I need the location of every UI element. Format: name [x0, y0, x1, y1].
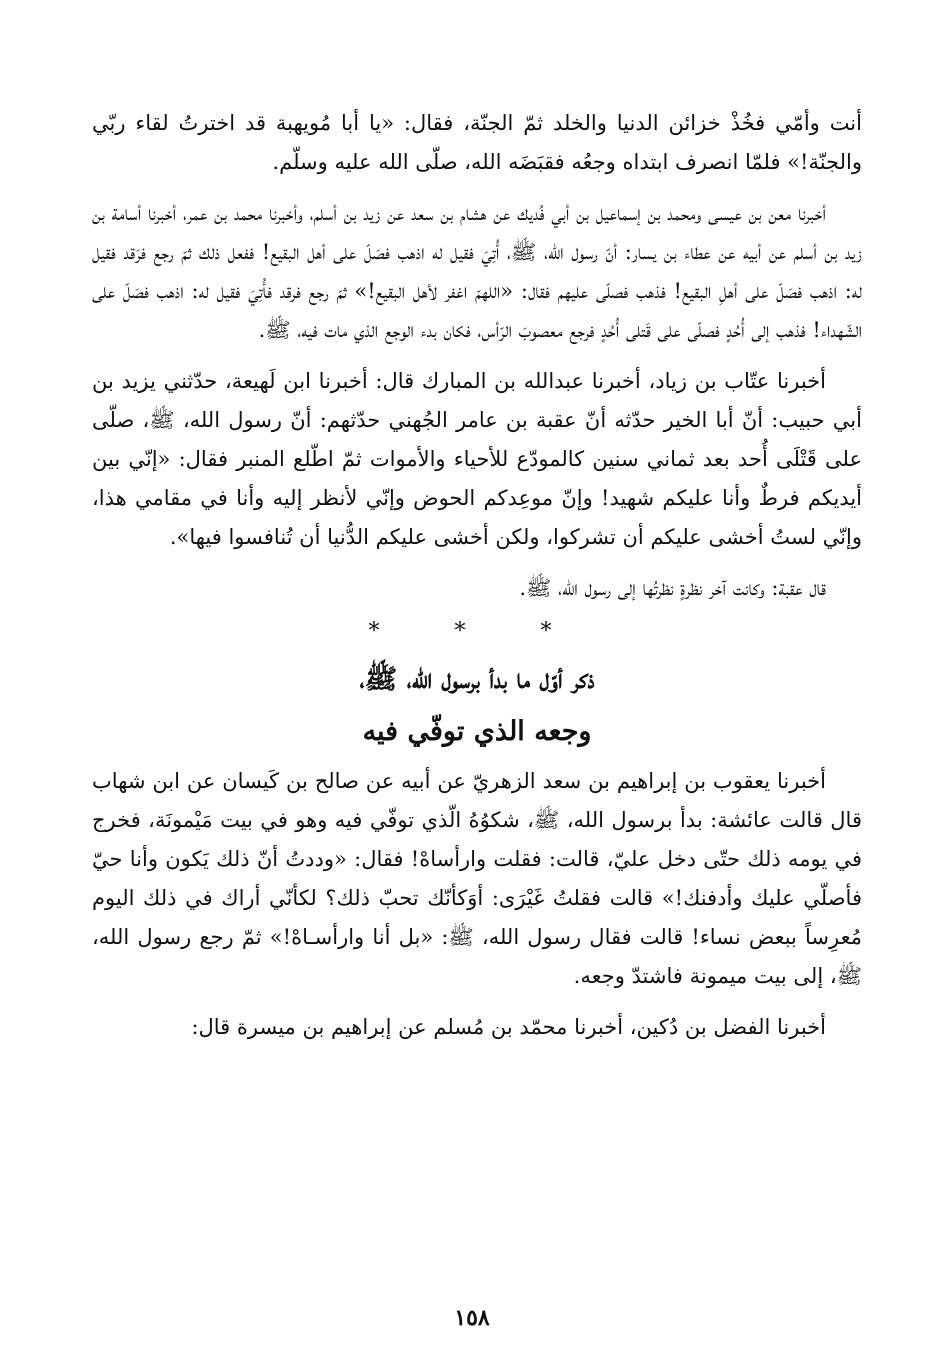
body-paragraph: قال عقبة: وكانت آخر نظرةٍ نظرتُها إلى رسول الله، ﷺ. — [519, 576, 826, 600]
body-paragraph: أخبرنا يعقوب بن إبراهيم بن سعد الزهريّ عن أبيه عن صالح بن كَيسان عن ابن شهاب قال قالت عائشة: بدأ برسول الله، ﷺ، شكوُهُ الّذي توفّي فيه وهو في بيت مَيْمونَة، فخرج في يومه ذلك حتّى دخل عليّ، قالت: فقلت وارأساهْ! فقال: «وددتُ أنّ ذلك يَكون وأنا حيّ فأصلّي عليك وأدفنك!» قالت فقلتُ غَيْرَى: أوَكأنّك تحبّ ذلك؟ لكأنّي أراك في ذلك اليوم مُعرِساً ببعض نساء! قالت فقال رسول الله، ﷺ: «بل أنا وارأسـاهْ!» ثمّ رجع رسول الله، ﷺ، إلى بيت ميمونة فاشتدّ وجعه. — [92, 769, 862, 988]
body-paragraph: أخبرنا الفضل بن دُكين، أخبرنا محمّد بن مُسلم عن إبراهيم بن ميسرة قال: — [191, 1015, 826, 1039]
body-paragraph: أخبرنا معن بن عيسى ومحمد بن إسماعيل بن أبي فُديك عن هشام بن سعد عن زيد بن أسلم، وأخبرنا محمد بن عمر، أخبرنا أسامة بن زيد بن أسلم عن أبيه عن عطاء بن يسار: أنّ رسول الله، ﷺ، أُتِيَ فقيل له اذهب فصَلّ على أهل البقيع! ففعل ذلك ثمّ رجع فرَقد فقيل له: اذهب فصَلّ على أهلِ البقيع! فذهب فصلّى عليهم فقال: «اللهمّ اغفر لأهل البقيع!» ثمّ رجع فرقد فأُتِيَ فقيل له: اذهب فصَلّ على الشّهداء! فذهب إلى أُحُدٍ فصلّى على قَتلى أُحُدٍ فرجع معصوبَ الرّأس، فكان بدء الوجع الذي مات فيه، ﷺ. — [92, 201, 862, 342]
body-paragraph: أخبرنا عتّاب بن زياد، أخبرنا عبدالله بن المبارك قال: أخبرنا ابن لَهيعة، حدّثني يزيد بن أبي حبيب: أنّ أبا الخير حدّثه أنّ عقبة بن عامر الجُهني حدّثهم: أنّ رسول الله، ﷺ، صلّى على قَتْلَى أُحد بعد ثماني سنين كالمودّع للأحياء والأموات ثمّ اطّلع المنبر فقال: «إنّي بين أيديكم فرطٌ وأنا عليكم شهيد! وإنّ موعِدكم الحوض وإنّي لأنظر إليه وأنا في مقامي هذا، وإنّي لستُ أخشى عليكم أن تشركوا، ولكن أخشى عليكم الدُّنيا أن تُنافسوا فيها». — [92, 369, 862, 549]
section-body — [92, 762, 862, 1047]
page-body — [92, 104, 862, 1047]
body-paragraph: أنت وأمّي فخُذْ خزائن الدنيا والخلد ثمّ الجنّة، فقال: «يا أبا مُويهبة قد اخترتُ لقاء ربّي والجنّة!» فلمّا انصرف ابتداه وجعُه فقبَضَه الله، صلّى الله عليه وسلّم. — [92, 111, 862, 174]
section-heading-line-2: وجعه الذي توفّي فيه — [362, 716, 592, 747]
section-heading-line-1: ذكر أوّل ما بدأ برسول الله، ﷺ، — [359, 664, 595, 695]
page-number: ١٥٨ — [454, 1305, 490, 1331]
section-separator: * * * — [368, 619, 586, 644]
